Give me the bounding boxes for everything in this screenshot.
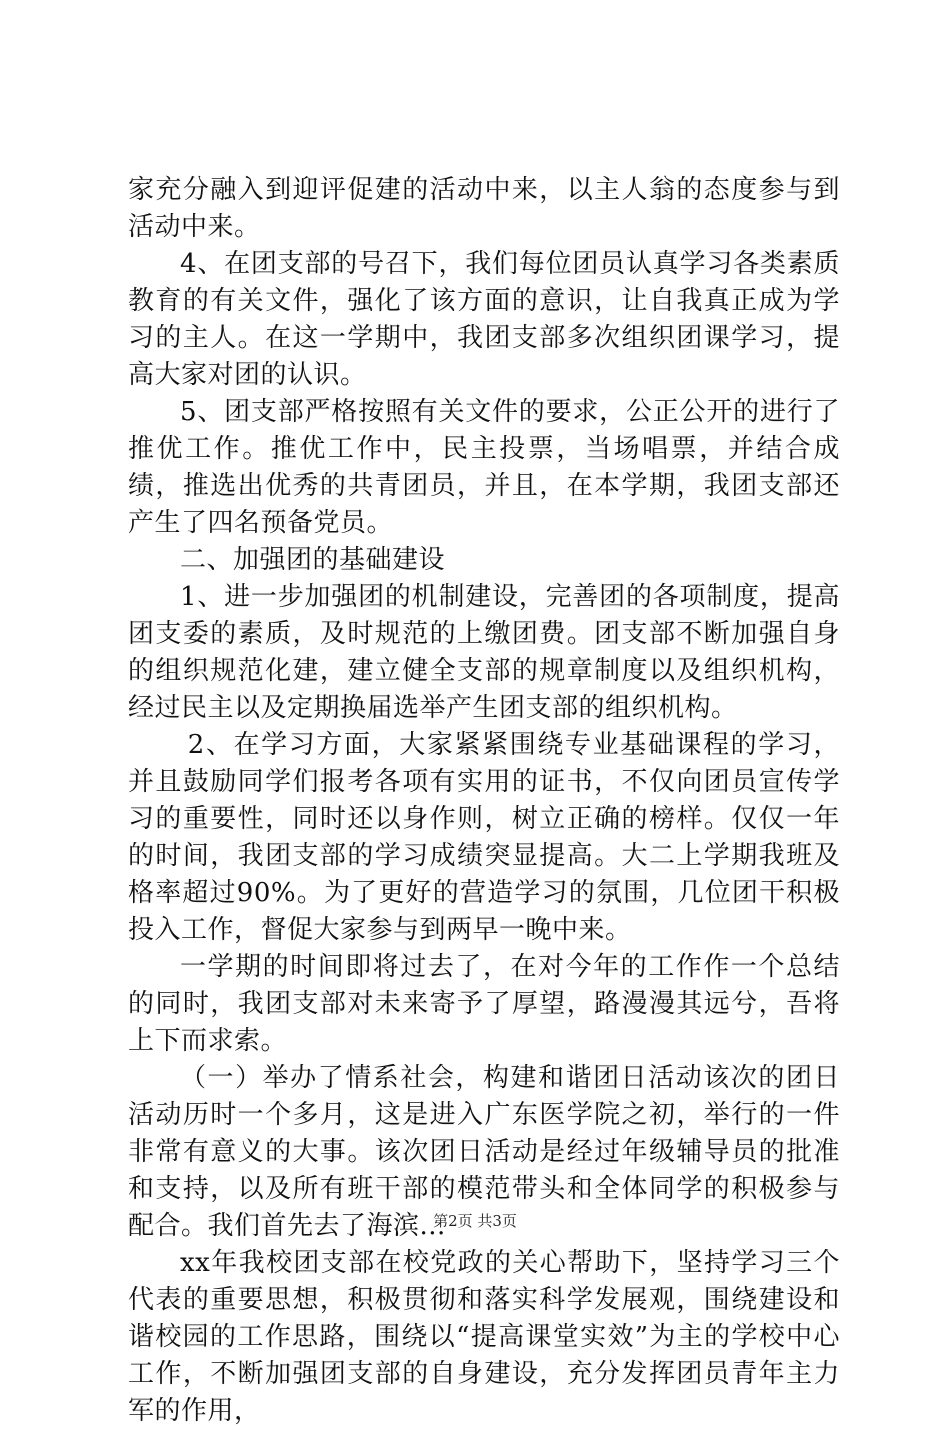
paragraph-6: 一学期的时间即将过去了，在对今年的工作作一个总结的同时，我团支部对未来寄予了厚望，路漫漫其远兮，吾将上下而求索。 (128, 952, 840, 1056)
paragraph-8: xx年我校团支部在校党政的关心帮助下，坚持学习三个代表的重要思想，积极贯彻和落实科学发展观，围绕建设和谐校园的工作思路，围绕以“提高课堂实效”为主的学校中心工作，不断加强团支部的自身建设，充分发挥团员青年主力军的作用， (128, 1248, 840, 1426)
paragraph-2: 4、在团支部的号召下，我们每位团员认真学习各类素质教育的有关文件，强化了该方面的意识，让自我真正成为学习的主人。在这一学期中，我团支部多次组织团课学习，提高大家对团的认识。 (128, 249, 840, 390)
page-number-footer: 第2页 共3页 (433, 1212, 517, 1230)
paragraph-5: 2、在学习方面，大家紧紧围绕专业基础课程的学习，并且鼓励同学们报考各项有实用的证书，不仅向团员宣传学习的重要性，同时还以身作则，树立正确的榜样。仅仅一年的时间，我团支部的学习成绩突显提高。大二上学期我班及格率超过90%。为了更好的营造学习的氛围，几位团干积极投入工作，督促大家参与到两早一晚中来。 (128, 730, 840, 945)
paragraph-1: 家充分融入到迎评促建的活动中来，以主人翁的态度参与到活动中来。 (128, 175, 840, 242)
paragraph-7: （一）举办了情系社会，构建和谐团日活动该次的团日活动历时一个多月，这是进入广东医学院之初，举行的一件非常有意义的大事。该次团日活动是经过年级辅导员的批准和支持，以及所有班干部的模范带头和全体同学的积极参与配合。我们首先去了海滨... (128, 1063, 840, 1241)
paragraph-4: 1、进一步加强团的机制建设，完善团的各项制度，提高团支委的素质，及时规范的上缴团费。团支部不断加强自身的组织规范化建，建立健全支部的规章制度以及组织机构，经过民主以及定期换届选举产生团支部的组织机构。 (128, 582, 840, 723)
paragraph-3: 5、团支部严格按照有关文件的要求，公正公开的进行了推优工作。推优工作中，民主投票，当场唱票，并结合成绩，推选出优秀的共青团员，并且，在本学期，我团支部还产生了四名预备党员。 (128, 397, 840, 538)
section-heading: 二、加强团的基础建设 (180, 545, 446, 575)
document-body (128, 172, 840, 1430)
